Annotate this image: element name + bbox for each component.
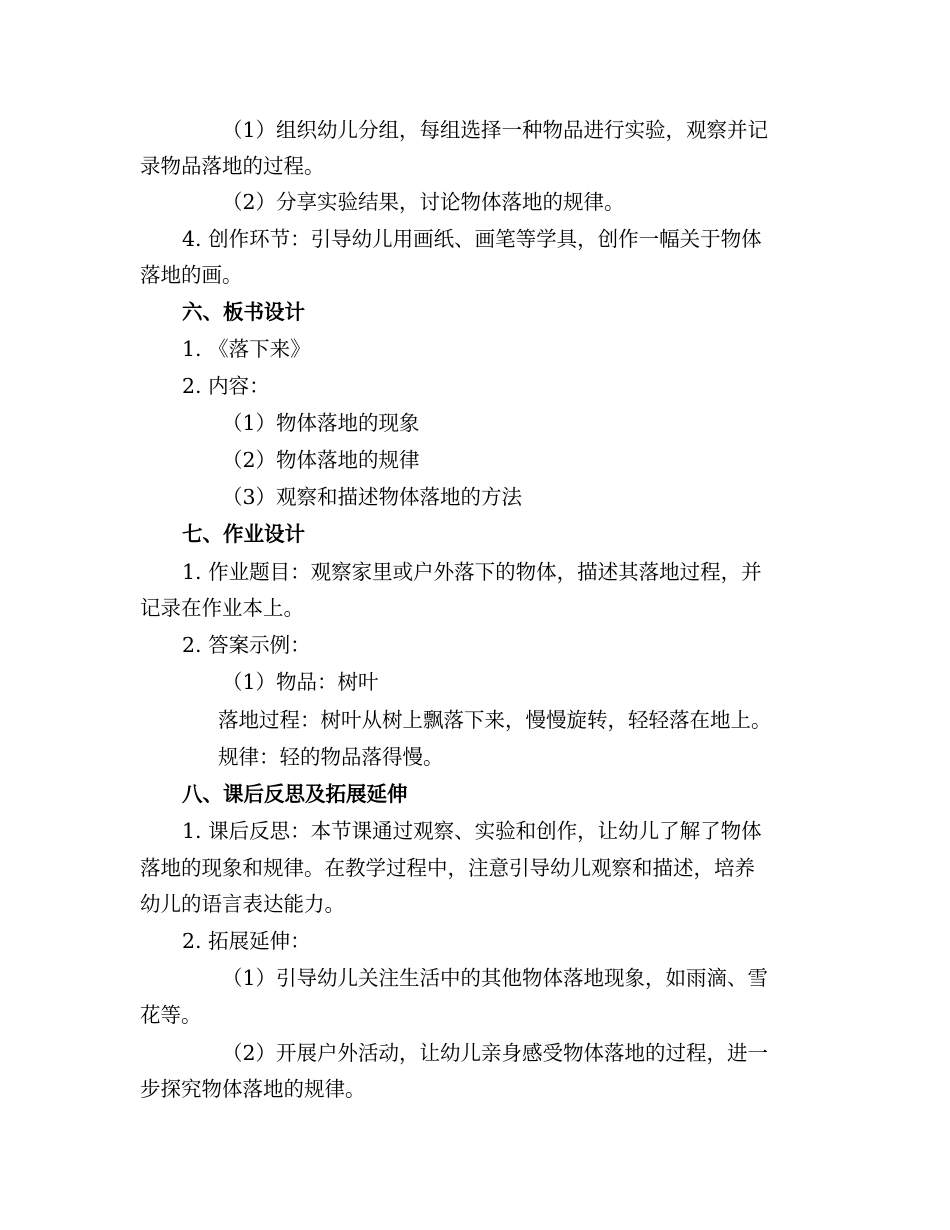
section-heading: 六、板书设计 xyxy=(182,300,305,324)
paragraph-line: 录物品落地的过程。 xyxy=(140,154,325,178)
paragraph-line: 1. 课后反思：本节课通过观察、实验和创作，让幼儿了解了物体 xyxy=(182,819,762,843)
paragraph-line: 1. 作业题目：观察家里或户外落下的物体，描述其落地过程，并 xyxy=(182,560,762,584)
section-heading: 七、作业设计 xyxy=(182,522,305,546)
paragraph-line: 规律：轻的物品落得慢。 xyxy=(218,745,444,769)
paragraph-line: 落地过程：树叶从树上飘落下来，慢慢旋转，轻轻落在地上。 xyxy=(218,708,772,732)
paragraph-line: 记录在作业本上。 xyxy=(140,596,304,620)
paragraph-line: （2）开展户外活动，让幼儿亲身感受物体落地的过程，进一 xyxy=(222,1041,769,1065)
list-item: （3）观察和描述物体落地的方法 xyxy=(222,485,523,509)
paragraph-line: 4. 创作环节：引导幼儿用画纸、画笔等学具，创作一幅关于物体 xyxy=(182,227,762,251)
list-item: 2. 内容： xyxy=(182,374,270,398)
list-item: （1）物体落地的现象 xyxy=(222,411,420,435)
paragraph-line: 落地的画。 xyxy=(140,263,243,287)
paragraph-line: 步探究物体落地的规律。 xyxy=(140,1077,366,1101)
list-item: 2. 拓展延伸： xyxy=(182,929,311,953)
paragraph-line: 落地的现象和规律。在教学过程中，注意引导幼儿观察和描述，培养 xyxy=(140,856,755,880)
paragraph-line: 幼儿的语言表达能力。 xyxy=(140,892,345,916)
list-item: （2）物体落地的规律 xyxy=(222,448,420,472)
paragraph-line: （1）引导幼儿关注生活中的其他物体落地现象，如雨滴、雪 xyxy=(222,966,769,990)
paragraph-line: 花等。 xyxy=(140,1003,202,1027)
paragraph-line: （1）组织幼儿分组，每组选择一种物品进行实验，观察并记 xyxy=(222,118,769,142)
list-item: 2. 答案示例： xyxy=(182,633,311,657)
list-item: （1）物品：树叶 xyxy=(222,670,379,694)
list-item: 1. 《落下来》 xyxy=(182,337,311,361)
paragraph-line: （2）分享实验结果，讨论物体落地的规律。 xyxy=(222,190,625,214)
section-heading: 八、课后反思及拓展延伸 xyxy=(182,782,408,806)
